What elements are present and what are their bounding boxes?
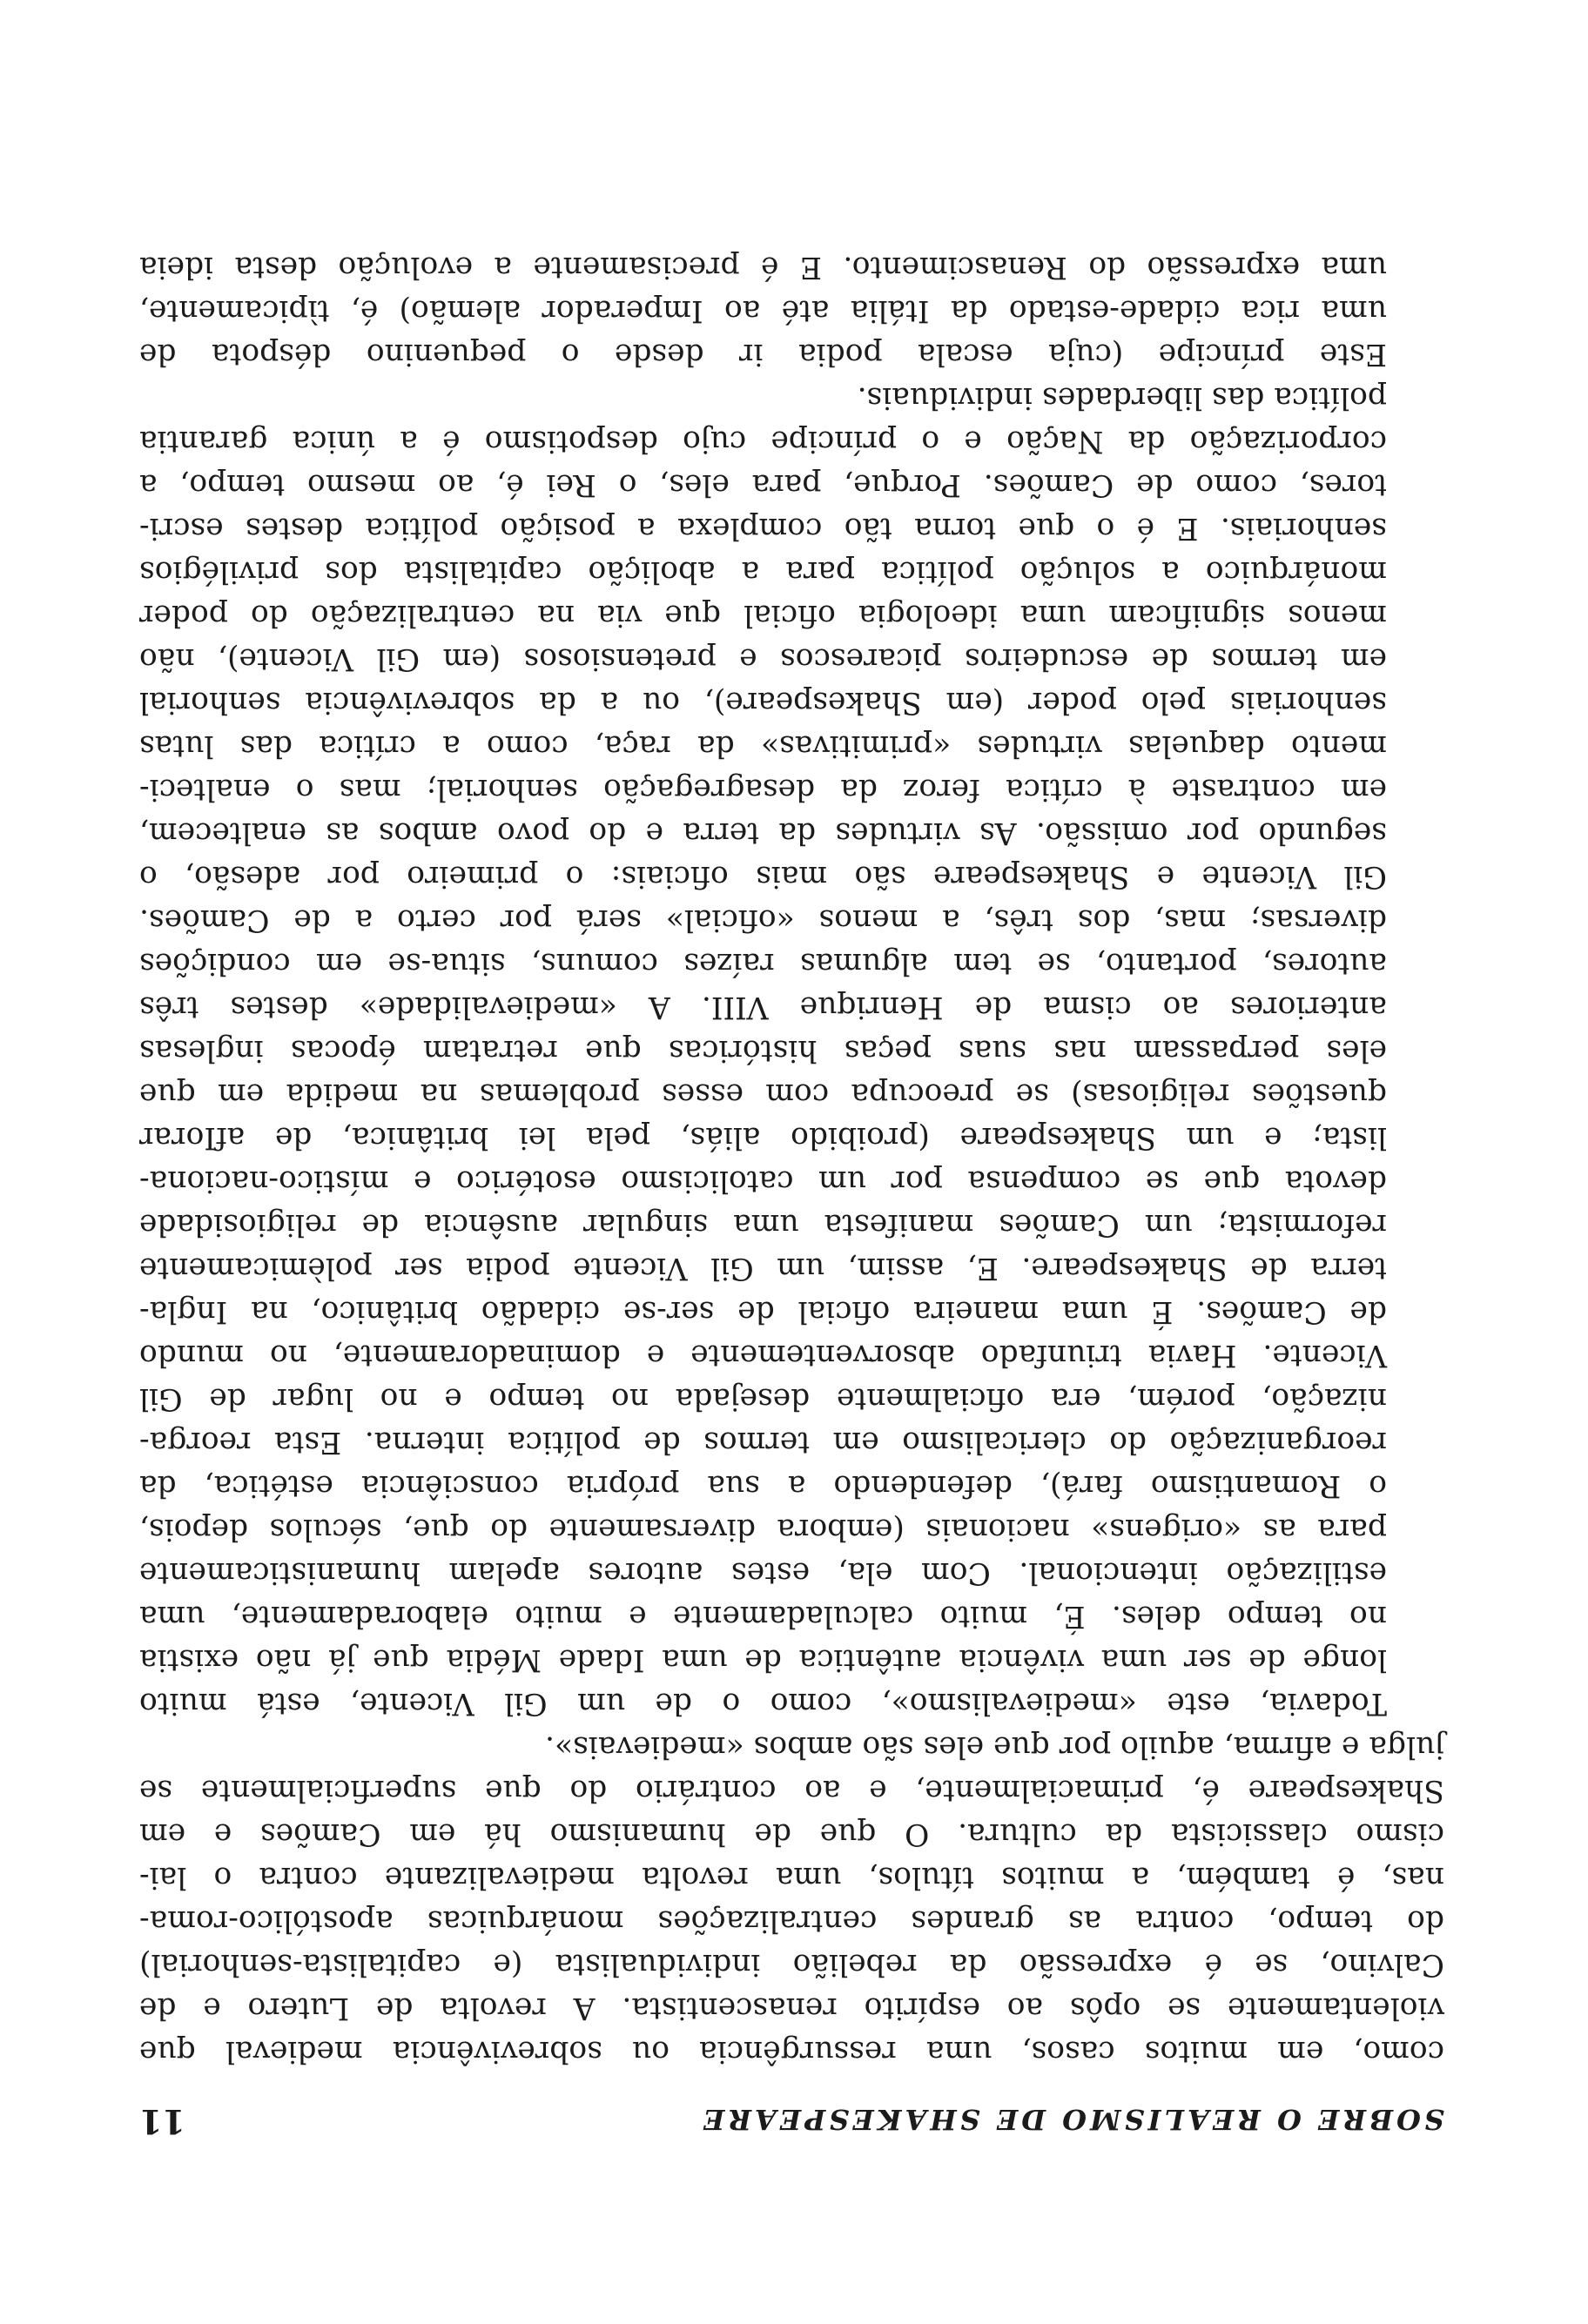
text-line: estilização intencional. Com ela, estes autores apelam humanisticamente (139, 1555, 1387, 1590)
text-line: em contraste à crítica feroz da desagregação senhorial; mas o enalteci- (139, 772, 1387, 807)
text-line: como, em muitos casos, uma ressurgência ou sobrevivência medieval que (139, 2034, 1444, 2069)
text-line: senhoriais. E é o que torna tão complexa a posição política destes escri- (139, 511, 1387, 546)
running-title: SOBRE O REALISMO DE SHAKESPEARE (699, 2103, 1444, 2136)
text-line: nização, porém, era oficialmente desejada no tempo e no lugar de Gil (139, 1381, 1387, 1416)
text-line: tores, como de Camões. Porque, para eles, o Rei é, ao mesmo tempo, a (139, 467, 1387, 502)
text-line: Gil Vicente e Shakespeare são mais oficiais: o primeiro por adesão, o (139, 859, 1387, 894)
text-line: Todavia, este «medievalismo», como o de um Gil Vicente, está muito (139, 1686, 1387, 1721)
text-line: monárquico a solução política para a abolição capitalista dos privilégios (139, 554, 1387, 589)
text-line: questões religiosas) se preocupa com esses problemas na medida em que (139, 1077, 1387, 1112)
text-line: reformista; um Camões manifesta uma singular ausência de religiosidade (139, 1207, 1387, 1242)
text-line: julga e afirma, aquilo por que eles são ambos «medievais». (545, 1730, 1444, 1764)
text-line: Shakespeare é, primacialmente, e ao contrário do que superficialmente se (139, 1773, 1444, 1808)
text-line: anteriores ao cisma de Henrique VIII. A «medievalidade» destes três (139, 990, 1387, 1024)
text-line: no tempo deles. É, muito calculadamente e muito elaboradamente, uma (139, 1599, 1387, 1634)
text-line: senhoriais pelo poder (em Shakespeare), ou a da sobrevivência senhorial (139, 685, 1387, 720)
text-line: Este príncipe (cuja escala podia ir desde o pequenino déspota de (139, 337, 1387, 372)
paragraph (139, 376, 1444, 1725)
text-line: Vicente. Havia triunfado absorventemente e dominadoramente, no mundo (139, 1338, 1387, 1373)
text-line: diversas; mas, dos três, a menos «oficial» será por certo a de Camões. (139, 903, 1387, 937)
text-line: corporização da Nação e o príncipe cujo despotismo é a única garantia (139, 424, 1387, 459)
text-line: terra de Shakespeare. E, assim, um Gil Vicente podia ser polèmicamente (139, 1251, 1387, 1286)
text-line: do tempo, contra as grandes centralizações monárquicas apostólico-roma- (139, 1904, 1444, 1938)
text-line: devota que se compensa por um catolicismo esotérico e místico-naciona- (139, 1164, 1387, 1199)
text-line: menos significam uma ideologia oficial que via na centralização do poder (139, 598, 1387, 633)
text-line: política das liberdades individuais. (857, 380, 1387, 415)
page-number: 11 (139, 2102, 185, 2141)
text-line: de Camões. É uma maneira oficial de ser-se cidadão britânico, na Ingla- (139, 1294, 1387, 1329)
paragraph (139, 245, 1444, 376)
running-head (139, 2080, 1444, 2141)
text-line: reorganização do clericalismo em termos de política interna. Esta reorga- (139, 1425, 1387, 1460)
text-line: uma expressão do Renascimento. E é precisamente a evolução desta ideia (139, 250, 1387, 285)
text-line: o Romantismo fará), defendendo a sua própria consciência estética, da (139, 1468, 1387, 1503)
text-line: segundo por omissão. As virtudes da terra e do povo ambos as enaltecem, (139, 816, 1387, 850)
paragraph (139, 1725, 1444, 2073)
text-line: autores, portanto, se tem algumas raízes comuns, situa-se em condições (139, 946, 1387, 981)
body-text (139, 245, 1444, 2073)
text-line: lista; e um Shakespeare (proibido aliás, pela lei britânica, de afIorar (139, 1120, 1387, 1155)
text-line: para as «origens» nacionais (embora diversamente do que, séculos depois, (139, 1512, 1387, 1547)
text-line: em termos de escudeiros picarescos e pretensiosos (em Gil Vicente), não (139, 641, 1387, 676)
text-line: cismo classicista da cultura. O que de humanismo há em Camões e em (139, 1817, 1444, 1851)
text-line: uma rica cidade-estado da Itália até ao Imperador alemão) é, tìpicamente, (139, 293, 1387, 328)
text-line: nas, é também, a muitos títulos, uma revolta medievalizante contra o lai- (139, 1860, 1444, 1895)
text-line: longe de ser uma vivência autêntica de uma Idade Média que já não existia (139, 1642, 1387, 1677)
text-line: Calvino, se é expressão da rebelião individualista (e capitalista-senhorial) (139, 1947, 1444, 1982)
text-line: violentamente se opôs ao espírito renascentista. A revolta de Lutero e de (139, 1991, 1444, 2025)
text-line: mento daquelas virtudes «primitivas» da raça, como a crítica das lutas (139, 729, 1387, 763)
text-line: eles perpassam nas suas peças históricas que retratam épocas inglesas (139, 1033, 1387, 1068)
